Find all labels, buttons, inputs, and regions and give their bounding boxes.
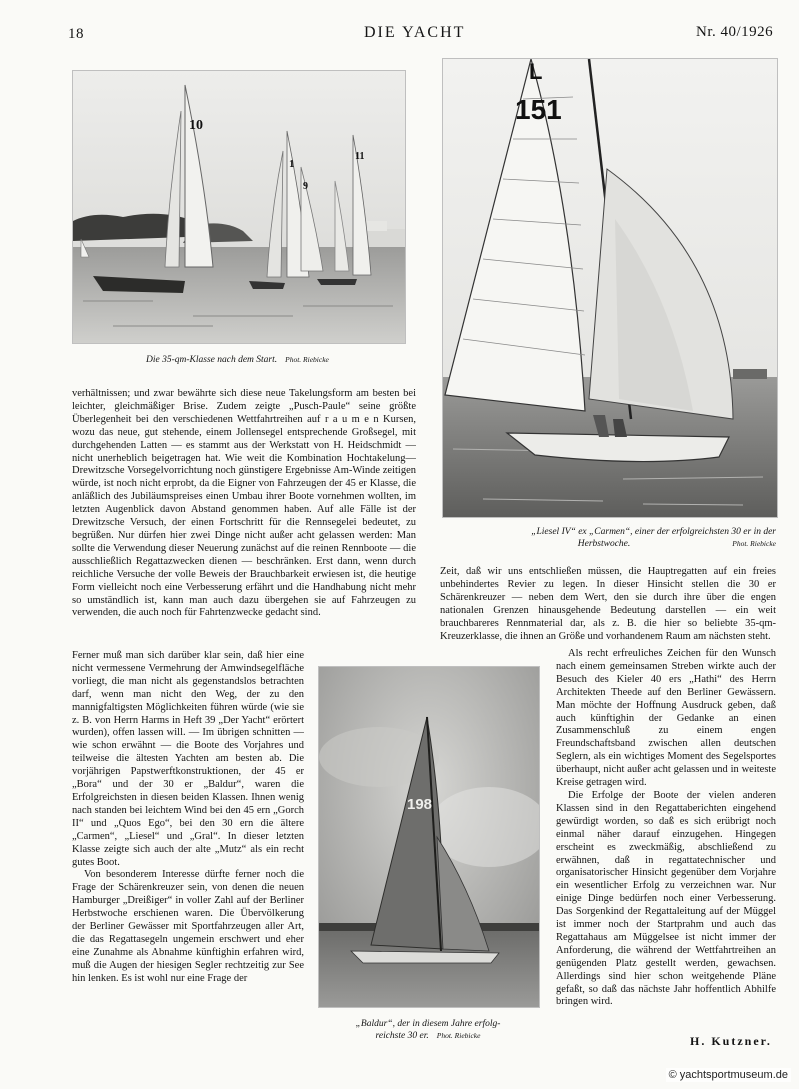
issue-number: Nr. 40/1926 bbox=[696, 24, 774, 40]
article-narrow-column bbox=[72, 650, 304, 1042]
sail-class-letter: L bbox=[529, 59, 543, 84]
article-paragraph: Ferner muß man sich darüber klar sein, daß hier eine nicht vermessene Vermehrung der Amwindsegelfläche vorliegt, die man nicht als gegenstandslos betrachten darf, wenn man nicht den Weg, der zu den mannigfaltigsten Möglichkeiten führen würde (wie sie z. B. von Herrn Harms in Heft 39 „Der Yacht“ erörtert wurden), offen lassen will. — Im übrigen schnitten — wie schon erwähnt — die Boote des Vorjahres und teilweise die ältesten Yachten am besten ab. Die vorjährigen Papstwerftkonstruktionen, der 45 er „Bora“ und der 30 er „Baldur“, waren die Erfolgreichsten in diesen beiden Klassen. Ihnen wenig nach standen bei leichtem Wind bei den 45 ern „Gorch II“ und „Quos Ego“, bei den 30 ern die ältere „Carmen“, „Liesel“ und „Gral“. In dieser letzten Klasse zeigte sich auch der alte „Mutz“ als ein recht gutes Boot. bbox=[72, 650, 304, 868]
sail-number-baldur: 198 bbox=[407, 796, 433, 813]
article-paragraph: verhältnissen; und zwar bewährte sich diese neue Takelungsform am besten bei leichter, gleichmäßiger Brise. Zudem zeigte „Pusch-Paule“ seine größte Überlegenheit bei den verschiedenen Wettfahrtreihen auf r a u m e n Kursen, wozu das neue, gut stehende, einem Jollensegel entsprechende Großsegel, mit durchgehenden Latten — es stammt aus der Werkstatt von H. Heidschmidt — nicht unerheblich beigetragen hat. Wie weit die Kombination Hochtakelung—Drewitzsche Vorsegelvorrichtung noch günstigere Ergebnisse Am-Winde zeitigen würde, ist noch nicht erprobt, da die Eigner von Fahrzeugen der 45 er Klasse, die anläßlich des Jubiläumspreises einen Umbau ihrer Boote vornehmen wollten, im letzten Augenblick davon Abstand genommen haben. Auf alle Fälle ist der Drewitzsche Versuch, der einen Fortschritt für die Rennsegelei bedeutet, zu begrüßen. Nur dürfen hier zwei Dinge nicht außer acht gelassen werden: Man sollte die Verwendung dieser Neuerung zunächst auf die reinen Rennboote — die ausschließlich Regattazwecken dienen — beschränken. Erst dann, wenn durch reichliche Versuche der volle Beweis der Brauchbarkeit erwiesen ist, die heutige Form vielleicht noch eine Verbesserung erfährt und die Handhabung nicht mehr so umständlich ist, kann man auch dazu übergehen sie auf Fahrzeugen zu verwenden, die auch noch für Fahrtenzwecke gedacht sind. bbox=[72, 388, 416, 619]
article-paragraph: Die Erfolge der Boote der vielen anderen Klassen sind in den Regattaberichten eingehend gewürdigt worden, so daß es sich erübrigt noch einmal näher darauf einzugehen. Hingegen erscheint es zweckmäßig, abschließend zu erwähnen, daß in regattatechnischer und organisatorischer Hinsicht gegenüber dem Vorjahre ein wesentlicher Erfolg zu verzeichnen war. Nur einige Dinge bedürfen noch einer Verbesserung. Das Sorgenkind der Regattaleitung auf der Müggel ist immer noch der Startprahm und auch das Regattahaus am Müggelsee ist nicht immer der Anforderung, die während der Wettfahrtreihen an genügenden Platz gestellt werden, gewachsen. Allerdings sind hier schon weitgehende Pläne gefaßt, so daß das nächste Jahr hoffentlich Abhilfe bringen wird. bbox=[556, 789, 776, 1008]
article-paragraph: Als recht erfreuliches Zeichen für den Wunsch nach einem gemeinsamen Streben wirkte auch der Besuch des Kieler 40 ers „Hathi“ des Herrn Architekten Theede auf den Berliner Gewässern. Man möchte der Hoffnung Ausdruck geben, daß auch künftighin der Gedanke an einen Zusammenschluß zu einem engen Freundschaftsband zwischen allen deutschen Seglern, als ein wichtiges Moment des Segelsportes überhaupt, nicht außer acht gelassen und in weiteste Kreise getragen wird. bbox=[556, 648, 776, 789]
photo-3-caption: „Baldur“, der in diesem Jahre erfolg- reichste 30 er. Phot. Riebicke bbox=[355, 1019, 501, 1041]
photo-2-credit: Phot. Riebicke bbox=[732, 539, 776, 548]
photo-liesel-iv bbox=[442, 58, 778, 518]
article-paragraph: Zeit, daß wir uns entschließen müssen, die Hauptregatten auf ein freies unbehindertes Revier zu legen. In dieser Hinsicht stellen die 30 er Schärenkreuzer — neben dem Wert, den sie durch ihre über die engen nationalen Grenzen hinausgehende Bedeutung darstellen — ein weit brauchbareres Rennmaterial dar, als z. B. die hier so beliebte 35-qm-Kreuzerklasse, die ihnen an Größe und vorhandenem Raum am nächsten steht. bbox=[440, 566, 776, 642]
sail-number-2: 1 bbox=[289, 158, 295, 170]
photo-baldur bbox=[318, 666, 540, 1008]
photo-35qm-class-start bbox=[72, 70, 406, 344]
sail-number-1: 10 bbox=[189, 118, 203, 133]
sail-number: 151 bbox=[515, 94, 562, 125]
article-right-column-top bbox=[440, 566, 776, 648]
photo-1-credit: Phot. Riebicke bbox=[285, 355, 329, 364]
article-paragraph: Von besonderem Interesse dürfte ferner noch die Frage der Schärenkreuzer sein, von denen die neuen Hamburger „Dreißiger“ in voller Zahl auf der Berliner Herbstwoche erschienen waren. Die Übervölkerung der Berliner Gewässer mit Sportfahrzeugen aller Art, die das Regattasegeln ungemein erschwert und eher eine Zunahme als Abnahme künftighin erfahren wird, muß die Augen der hiesigen Segler rechtzeitig zur See hin lenken. Es ist wohl nur eine Frage der bbox=[72, 869, 304, 984]
page-number: 18 bbox=[68, 26, 84, 42]
photo-1-caption: Die 35-qm-Klasse nach dem Start. Phot. Riebicke bbox=[146, 355, 329, 365]
photo-3-credit: Phot. Riebicke bbox=[436, 1031, 481, 1040]
article-right-column-narrow bbox=[556, 648, 776, 1032]
sail-number-4: 11 bbox=[355, 151, 365, 162]
watermark: © yachtsportmuseum.de bbox=[666, 1068, 791, 1082]
article-author: H. Kutzner. bbox=[690, 1034, 772, 1048]
magazine-title: DIE YACHT bbox=[364, 24, 466, 41]
photo-2-caption: „Liesel IV“ ex „Carmen“, einer der erfolgreichsten 30 er in der Herbstwoche. Phot. Riebicke bbox=[531, 527, 776, 549]
sail-number-3: 9 bbox=[303, 181, 308, 192]
article-left-column bbox=[72, 388, 416, 650]
